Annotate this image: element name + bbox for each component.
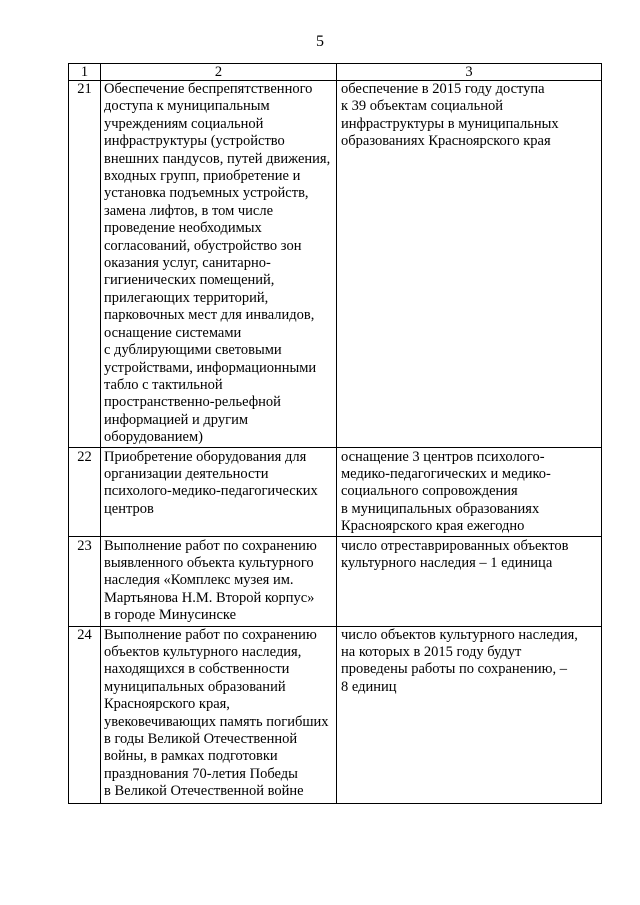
result-line: инфраструктуры в муниципальных [341,115,559,132]
description-line: учреждениям социальной [104,115,264,132]
result-line: 8 единиц [341,678,397,695]
description-line: прилегающих территорий, [104,289,269,306]
row-result [337,536,602,626]
row-result [337,447,602,536]
table-row [69,81,602,448]
description-line: устройствами, информационными [104,359,317,376]
row-number: 24 [69,626,101,803]
description-line: оснащение системами [104,324,242,341]
result-line: в муниципальных образованиях [341,500,540,517]
description-line: внешних пандусов, путей движения, [104,150,331,167]
result-line: обеспечение в 2015 году доступа [341,81,545,97]
column-header-number: 1 [69,64,101,81]
description-line: проведение необходимых [104,220,262,237]
description-line: Приобретение оборудования для [104,448,307,465]
row-description [101,626,337,803]
row-number: 21 [69,81,101,448]
row-description [101,447,337,536]
description-line: гигиенических помещений, [104,272,275,289]
description-line: в годы Великой Отечественной [104,731,298,748]
description-line: психолого-медико-педагогических [104,483,318,500]
result-line: число отреставрированных объектов [341,537,569,554]
description-line: оборудованием) [104,429,203,446]
description-line: информацией и другим [104,411,249,428]
description-line: пространственно-рельефной [104,394,281,411]
description-line: Мартьянова Н.М. Второй корпус» [104,589,315,606]
document-table [68,63,602,804]
result-line: к 39 объектам социальной [341,98,503,115]
table-row [69,447,602,536]
description-line: находящихся в собственности [104,661,290,678]
description-line: Обеспечение беспрепятственного [104,81,313,97]
table-header-row [69,64,602,81]
description-line: Выполнение работ по сохранению [104,537,317,554]
column-header-result: 3 [337,64,602,81]
description-line: Красноярского края, [104,696,230,713]
row-number: 22 [69,447,101,536]
description-line: с дублирующими световыми [104,342,282,359]
table-body [69,64,602,804]
result-line: социального сопровождения [341,483,518,500]
description-line: доступа к муниципальным [104,98,270,115]
row-result [337,81,602,448]
description-line: войны, в рамках подготовки [104,748,278,765]
description-line: оказания услуг, санитарно- [104,255,271,272]
result-line: Красноярского края ежегодно [341,518,525,535]
description-line: в Великой Отечественной войне [104,783,304,800]
description-line: увековечивающих память погибших [104,713,329,730]
result-line: оснащение 3 центров психолого- [341,448,545,465]
result-line: проведены работы по сохранению, – [341,661,567,678]
page-number: 5 [316,33,324,50]
row-description [101,536,337,626]
description-line: табло с тактильной [104,376,223,393]
result-line: медико-педагогических и медико- [341,465,551,482]
row-result [337,626,602,803]
row-description [101,81,337,448]
description-line: объектов культурного наследия, [104,644,302,660]
result-line: число объектов культурного наследия, [341,626,578,643]
description-line: замена лифтов, в том числе [104,202,274,219]
result-line: образованиях Красноярского края [341,133,551,150]
column-header-description: 2 [101,64,337,81]
table-row [69,626,602,803]
description-line: муниципальных образований [104,678,286,695]
description-line: празднования 70-летия Победы [104,765,298,782]
description-line: Выполнение работ по сохранению [104,626,317,643]
result-line: на которых в 2015 году будут [341,644,522,660]
description-line: в городе Минусинске [104,607,237,624]
description-line: наследия «Комплекс музея им. [104,572,294,589]
description-line: установка подъемных устройств, [104,185,309,202]
description-line: входных групп, приобретение и [104,168,301,185]
result-line: культурного наследия – 1 единица [341,554,553,571]
description-line: парковочных мест для инвалидов, [104,307,315,324]
description-line: согласований, обустройство зон [104,237,302,254]
description-line: инфраструктуры (устройство [104,133,285,150]
description-line: организации деятельности [104,465,269,482]
table-row [69,536,602,626]
description-line: выявленного объекта культурного [104,554,314,571]
description-line: центров [104,500,154,517]
row-number: 23 [69,536,101,626]
